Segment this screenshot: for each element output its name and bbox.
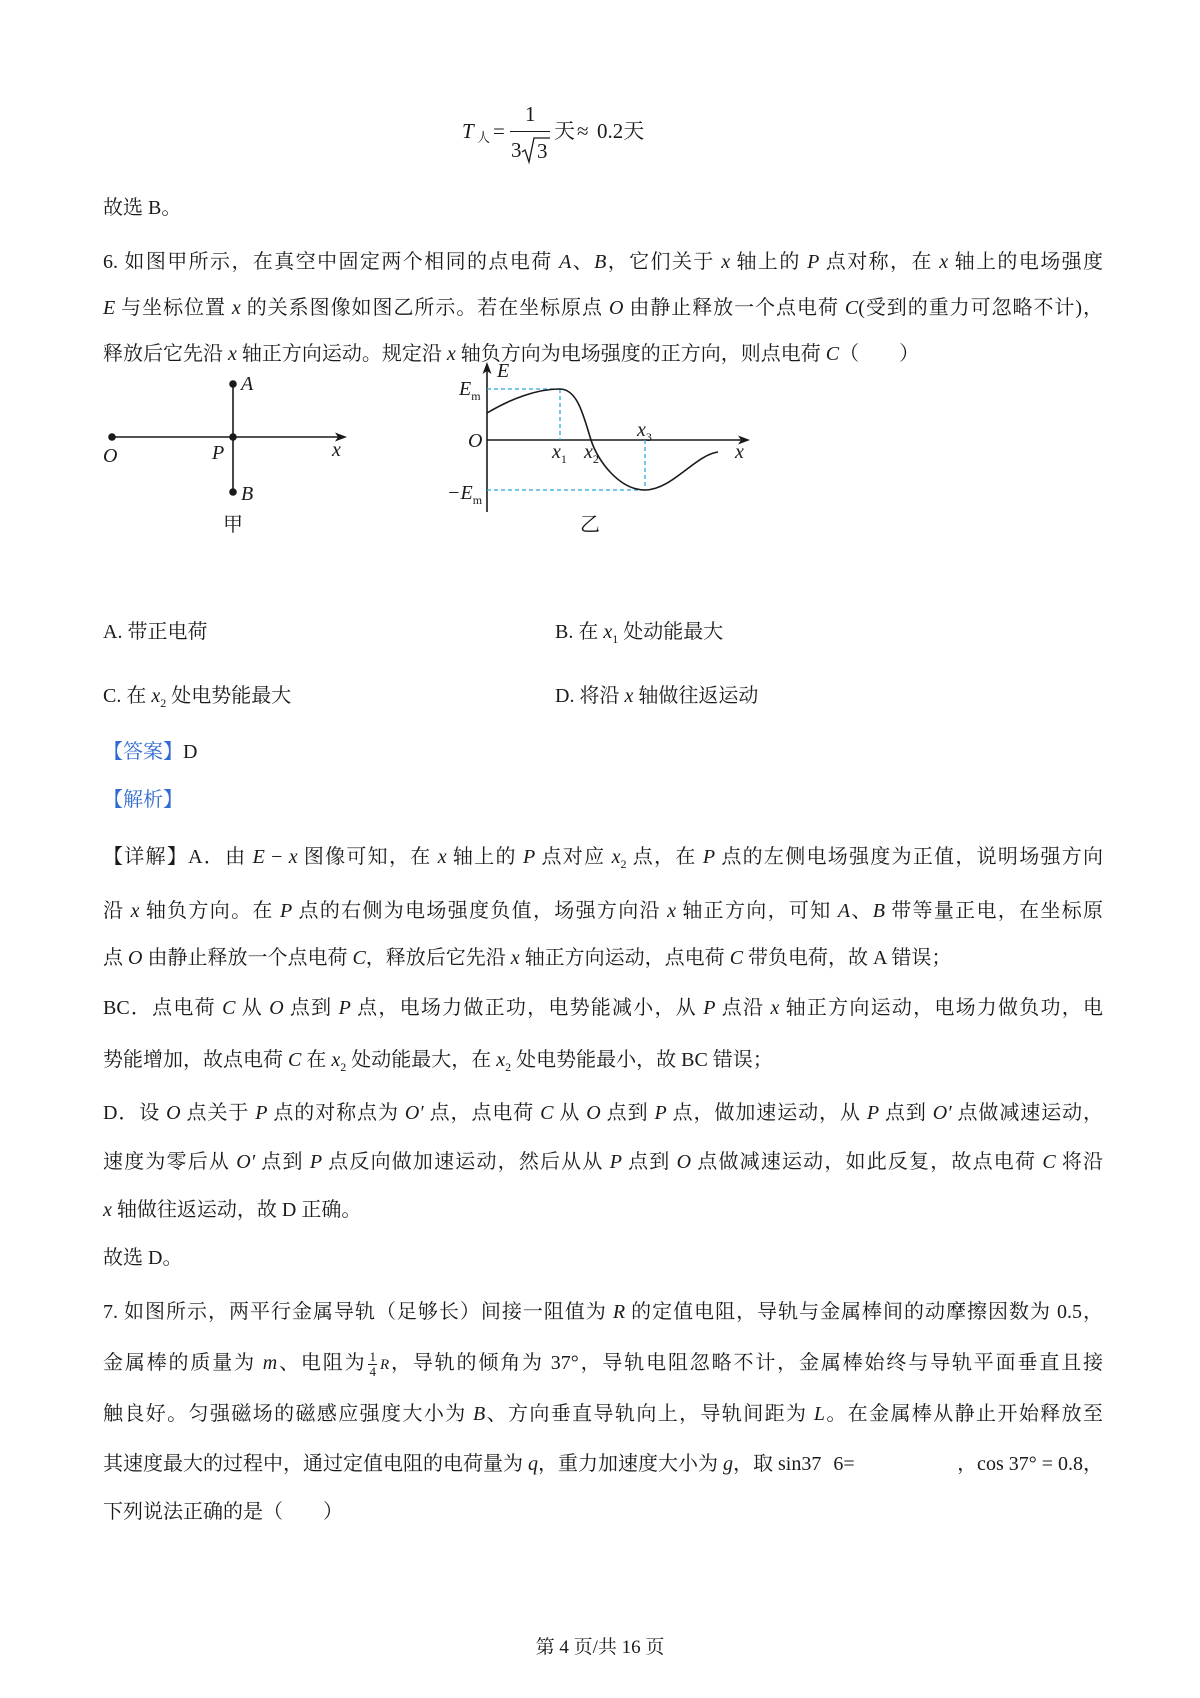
text-run: ，cos 37° = 0.8， bbox=[957, 1453, 1103, 1475]
text-run: 【详解】A．由 bbox=[103, 846, 253, 868]
text-run: 、电阻为 bbox=[277, 1352, 367, 1374]
detail-line-4 bbox=[103, 994, 1103, 1022]
text-run: 触良好。匀强磁场的磁感应强度大小为 bbox=[103, 1403, 473, 1425]
math-variable: B bbox=[473, 1403, 486, 1425]
detail-line-8 bbox=[103, 1196, 361, 1224]
math-variable: x bbox=[603, 621, 613, 643]
text-run: 处电势能最大 bbox=[166, 685, 292, 707]
text-run: 的定值电阻，导轨与金属棒间的动摩擦因数为 0.5， bbox=[625, 1301, 1104, 1323]
text-run: 点到 bbox=[255, 1151, 310, 1173]
detail-line-2 bbox=[103, 897, 1103, 925]
text-run: 、方向垂直导轨向上，导轨间距为 bbox=[485, 1403, 814, 1425]
math-variable: P bbox=[702, 846, 716, 868]
figure-caption-yi: 乙 bbox=[580, 514, 600, 536]
text-run: 点的左侧电场强度为正值，说明场强方向 bbox=[715, 846, 1104, 868]
text-run: 图像可知，在 bbox=[297, 846, 438, 868]
q6-stem-line-2 bbox=[103, 294, 1103, 322]
text-run: B. 在 bbox=[555, 621, 604, 643]
math-variable: P bbox=[309, 1151, 323, 1173]
section-label: 【答案】 bbox=[103, 741, 183, 763]
math-variable: P bbox=[866, 1102, 880, 1124]
q7-stem-line-4-tail bbox=[957, 1450, 1103, 1478]
inline-fraction bbox=[368, 1350, 377, 1379]
text-run: 点到 bbox=[879, 1102, 933, 1124]
unit-day: 天 bbox=[554, 119, 575, 143]
math-variable: x bbox=[721, 251, 731, 273]
text-run: 其速度最大的过程中，通过定值电阻的电荷量为 bbox=[103, 1453, 528, 1475]
text-run: 金属棒的质量为 bbox=[103, 1352, 263, 1374]
equals-sign: = bbox=[493, 119, 505, 143]
text-run: 在 bbox=[301, 1049, 332, 1071]
approx-value: 0.2天 bbox=[597, 119, 645, 143]
math-variable: C bbox=[1042, 1151, 1056, 1173]
text-run: 点到 bbox=[600, 1102, 655, 1124]
math-variable: x bbox=[228, 343, 237, 365]
text-run: ，释放后它先沿 bbox=[365, 947, 511, 969]
text-run: 轴正方向运动，点电荷 bbox=[519, 947, 730, 969]
math-variable: O bbox=[608, 297, 624, 319]
q6-stem-line-3 bbox=[103, 340, 919, 368]
math-variable: B bbox=[594, 251, 607, 273]
math-variable: C bbox=[352, 947, 366, 969]
math-variable: P bbox=[703, 997, 716, 1019]
text-run: (受到的重力可忽略不计)， bbox=[858, 297, 1104, 319]
x3-label bbox=[636, 419, 652, 444]
period-symbol: T bbox=[462, 119, 474, 143]
math-variable: E bbox=[103, 297, 116, 319]
math-variable: x bbox=[103, 1199, 112, 1221]
text-run: sin37 bbox=[778, 1453, 822, 1475]
math-variable: g bbox=[723, 1453, 733, 1475]
math-variable: x bbox=[130, 900, 140, 922]
math-variable: q bbox=[528, 1453, 538, 1475]
point-o-dot bbox=[108, 433, 116, 441]
math-variable: O bbox=[676, 1151, 692, 1173]
text-run: 轴做往返运动 bbox=[633, 685, 759, 707]
text-run: （ ） bbox=[839, 343, 920, 365]
option-b bbox=[555, 618, 723, 646]
x3-symbol: x bbox=[637, 419, 646, 441]
math-variable: L bbox=[813, 1403, 825, 1425]
origin-label: O bbox=[468, 430, 483, 452]
text-run: 点沿 bbox=[715, 997, 771, 1019]
text-run: 带等量正电，在坐标原 bbox=[884, 900, 1104, 922]
text-run: 6= bbox=[833, 1453, 855, 1475]
math-variable: P bbox=[654, 1102, 667, 1124]
x-axis-label: x bbox=[332, 439, 341, 461]
math-variable: O bbox=[269, 997, 284, 1019]
denominator-coefficient: 3 bbox=[511, 138, 522, 162]
text-run: 轴做往返运动，故 D 正确。 bbox=[111, 1199, 362, 1221]
text-run: 6. 如图甲所示，在真空中固定两个相同的点电荷 bbox=[103, 251, 560, 273]
q7-stem-line-3 bbox=[103, 1400, 1103, 1428]
detail-line-6 bbox=[103, 1099, 1103, 1127]
q7-stem-line-2 bbox=[103, 1349, 1103, 1377]
radicand: 3 bbox=[537, 139, 548, 163]
previous-answer-line bbox=[103, 194, 181, 222]
point-a-dot bbox=[229, 380, 237, 388]
point-p-label: P bbox=[212, 442, 225, 464]
text-run: 处动能最大，在 bbox=[346, 1049, 497, 1071]
text-run: 点 bbox=[103, 947, 128, 969]
math-variable: x bbox=[624, 685, 634, 707]
text-run: 势能增加，故点电荷 bbox=[103, 1049, 288, 1071]
math-variable: A bbox=[559, 251, 572, 273]
text-run: ，它们关于 bbox=[606, 251, 722, 273]
conclusion-line bbox=[103, 1244, 182, 1272]
text-run: 点，点电荷 bbox=[423, 1102, 541, 1124]
text-run: A. 带正电荷 bbox=[103, 621, 208, 643]
text-run: 点，电场力做正功，电势能减小，从 bbox=[350, 997, 704, 1019]
period-formula bbox=[460, 100, 650, 164]
text-run: 轴正方向运动。规定沿 bbox=[236, 343, 447, 365]
e-max-symbol: E bbox=[459, 378, 472, 400]
e-max-label bbox=[458, 378, 481, 403]
answer-line bbox=[103, 738, 197, 766]
math-variable: x bbox=[939, 251, 949, 273]
math-variable: x bbox=[231, 297, 241, 319]
text-run: 速度为零后从 bbox=[103, 1151, 237, 1173]
math-variable: B bbox=[872, 900, 885, 922]
math-variable: O bbox=[166, 1102, 181, 1124]
detail-line-3 bbox=[103, 944, 951, 972]
text-run: ，导轨的倾角为 37°，导轨电阻忽略不计，金属棒始终与导轨平面垂直且接 bbox=[389, 1352, 1104, 1374]
text-run: 故选 B。 bbox=[103, 197, 182, 219]
math-variable: x bbox=[496, 1049, 506, 1071]
text-run: 由静止释放一个点电荷 bbox=[142, 947, 353, 969]
text-run: D．设 bbox=[103, 1102, 167, 1124]
text-run: 从 bbox=[553, 1102, 587, 1124]
text-run: 点做减速运动， bbox=[951, 1102, 1104, 1124]
text-run: 与坐标位置 bbox=[115, 297, 232, 319]
x2-label bbox=[583, 441, 599, 466]
math-variable: x bbox=[151, 685, 161, 707]
text-run: 点的右侧为电场强度负值，场强方向沿 bbox=[292, 900, 668, 922]
text-run: 由静止释放一个点电荷 bbox=[623, 297, 845, 319]
text-run: BC．点电荷 bbox=[103, 997, 223, 1019]
detail-line-7 bbox=[103, 1148, 1103, 1176]
text-run: D. 将沿 bbox=[555, 685, 625, 707]
period-subscript: 人 bbox=[477, 130, 491, 145]
text-run: 点到 bbox=[283, 997, 339, 1019]
point-a-label: A bbox=[241, 373, 254, 395]
text-run: 点，在 bbox=[626, 846, 703, 868]
math-variable: C bbox=[729, 947, 744, 969]
math-variable: m bbox=[262, 1352, 278, 1374]
math-variable: x bbox=[611, 846, 621, 868]
text-run: C. 在 bbox=[103, 685, 152, 707]
subscript: 2 bbox=[160, 696, 167, 710]
text-run: 释放后它先沿 bbox=[103, 343, 228, 365]
x1-subscript: 1 bbox=[560, 452, 567, 466]
figure-yi bbox=[447, 360, 750, 536]
text-run: 轴上的电场强度 bbox=[948, 251, 1104, 273]
point-b-label: B bbox=[241, 483, 254, 505]
subscript: 2 bbox=[340, 1060, 347, 1074]
math-variable: x bbox=[331, 1049, 341, 1071]
x3-subscript: 3 bbox=[645, 430, 652, 444]
e-min-symbol: −E bbox=[447, 482, 473, 504]
math-variable: P bbox=[609, 1151, 622, 1173]
text-run: − bbox=[264, 846, 289, 868]
q7-stem-line-5 bbox=[103, 1498, 343, 1526]
section-label: 【解析】 bbox=[103, 789, 183, 811]
math-variable: E bbox=[252, 846, 265, 868]
math-variable: O′ bbox=[932, 1102, 952, 1124]
math-variable: R bbox=[612, 1301, 626, 1323]
text-run: 。在金属棒从静止开始释放至 bbox=[824, 1403, 1104, 1425]
math-variable: O bbox=[128, 947, 143, 969]
q6-stem-line-1 bbox=[103, 248, 1103, 276]
option-a bbox=[103, 618, 207, 646]
text-run: 轴正方向运动，电场力做负功，电 bbox=[779, 997, 1104, 1019]
q7-stem-line-1 bbox=[103, 1298, 1103, 1326]
text-run: 的关系图像如图乙所示。若在坐标原点 bbox=[240, 297, 609, 319]
text-run: ，取 bbox=[733, 1453, 778, 1475]
text-run: 轴上的 bbox=[446, 846, 524, 868]
text-run: 点的对称点为 bbox=[267, 1102, 405, 1124]
e-axis-label: E bbox=[497, 360, 510, 382]
math-variable: C bbox=[540, 1102, 554, 1124]
math-variable: P bbox=[338, 997, 351, 1019]
x2-symbol: x bbox=[584, 441, 593, 463]
math-variable: x bbox=[510, 947, 520, 969]
fraction-bar bbox=[510, 131, 550, 132]
text-run: 处电势能最小，故 BC 错误； bbox=[511, 1049, 773, 1071]
x-axis-label: x bbox=[735, 441, 744, 463]
text-run: 故选 D。 bbox=[103, 1247, 183, 1269]
math-variable: x bbox=[437, 846, 447, 868]
page-footer: 第 4 页/共 16 页 bbox=[535, 1637, 665, 1658]
math-variable: P bbox=[807, 251, 820, 273]
text-run: 轴正方向，可知 bbox=[676, 900, 838, 922]
point-p-dot bbox=[229, 433, 237, 441]
subscript: 2 bbox=[620, 857, 627, 871]
q7-stem-line-4 bbox=[103, 1450, 855, 1478]
e-max-subscript: m bbox=[471, 389, 481, 403]
fraction-denominator: 4 bbox=[369, 1363, 376, 1379]
math-variable: x bbox=[667, 900, 677, 922]
math-variable: x bbox=[288, 846, 298, 868]
detail-line-5 bbox=[103, 1046, 773, 1074]
text-run: ，重力加速度大小为 bbox=[538, 1453, 723, 1475]
text-run: 点反向做加速运动，然后从从 bbox=[322, 1151, 610, 1173]
math-variable: R bbox=[379, 1357, 390, 1373]
text-run: 轴负方向为电场强度的正方向，则点电荷 bbox=[455, 343, 826, 365]
detail-line-1 bbox=[103, 843, 1103, 871]
text-run: 点做减速运动，如此反复，故点电荷 bbox=[691, 1151, 1043, 1173]
math-variable: A bbox=[837, 900, 851, 922]
math-variable: C bbox=[825, 343, 840, 365]
text-run: 、 bbox=[571, 251, 595, 273]
text-run: 轴上的 bbox=[730, 251, 808, 273]
text-run: 处动能最大 bbox=[618, 621, 724, 643]
option-d bbox=[555, 682, 758, 710]
x1-label bbox=[551, 441, 567, 466]
text-run: D bbox=[183, 741, 198, 763]
math-variable: P bbox=[255, 1102, 268, 1124]
text-run: 带负电荷，故 A 错误； bbox=[743, 947, 952, 969]
math-variable: C bbox=[222, 997, 236, 1019]
math-variable: O′ bbox=[404, 1102, 424, 1124]
math-variable: O′ bbox=[236, 1151, 256, 1173]
math-variable: O bbox=[586, 1102, 601, 1124]
text-run: 点关于 bbox=[180, 1102, 256, 1124]
fraction-numerator: 1 bbox=[525, 102, 536, 126]
approx-sign: ≈ bbox=[577, 119, 589, 143]
analysis-heading bbox=[103, 786, 183, 814]
math-variable: P bbox=[280, 900, 293, 922]
text-run: 7. 如图所示，两平行金属导轨（足够长）间接一阻值为 bbox=[103, 1301, 613, 1323]
math-variable: P bbox=[523, 846, 536, 868]
text-run: 点到 bbox=[621, 1151, 677, 1173]
figure-caption-jia: 甲 bbox=[223, 514, 243, 536]
e-min-label bbox=[447, 482, 483, 507]
text-run: 、 bbox=[850, 900, 873, 922]
text-run: 点，做加速运动，从 bbox=[666, 1102, 867, 1124]
text-run: 轴负方向。在 bbox=[139, 900, 281, 922]
figures bbox=[0, 360, 900, 550]
text-run: 将沿 bbox=[1055, 1151, 1104, 1173]
point-b-dot bbox=[229, 488, 237, 496]
math-variable: x bbox=[446, 343, 456, 365]
figure-jia bbox=[103, 373, 347, 536]
text-run: 点对应 bbox=[535, 846, 612, 868]
math-variable: C bbox=[288, 1049, 302, 1071]
text-run: 沿 bbox=[103, 900, 131, 922]
text-run: 从 bbox=[235, 997, 270, 1019]
subscript: 2 bbox=[505, 1060, 512, 1074]
x2-subscript: 2 bbox=[592, 452, 599, 466]
e-min-subscript: m bbox=[472, 493, 483, 507]
option-c bbox=[103, 682, 291, 710]
math-variable: x bbox=[770, 997, 780, 1019]
fraction-numerator: 1 bbox=[369, 1348, 376, 1364]
text-run: 下列说法正确的是（ ） bbox=[103, 1501, 343, 1523]
text-run: 点对称，在 bbox=[819, 251, 940, 273]
subscript: 1 bbox=[612, 632, 619, 646]
origin-label: O bbox=[103, 445, 118, 467]
x1-symbol: x bbox=[552, 441, 561, 463]
math-variable: C bbox=[844, 297, 859, 319]
